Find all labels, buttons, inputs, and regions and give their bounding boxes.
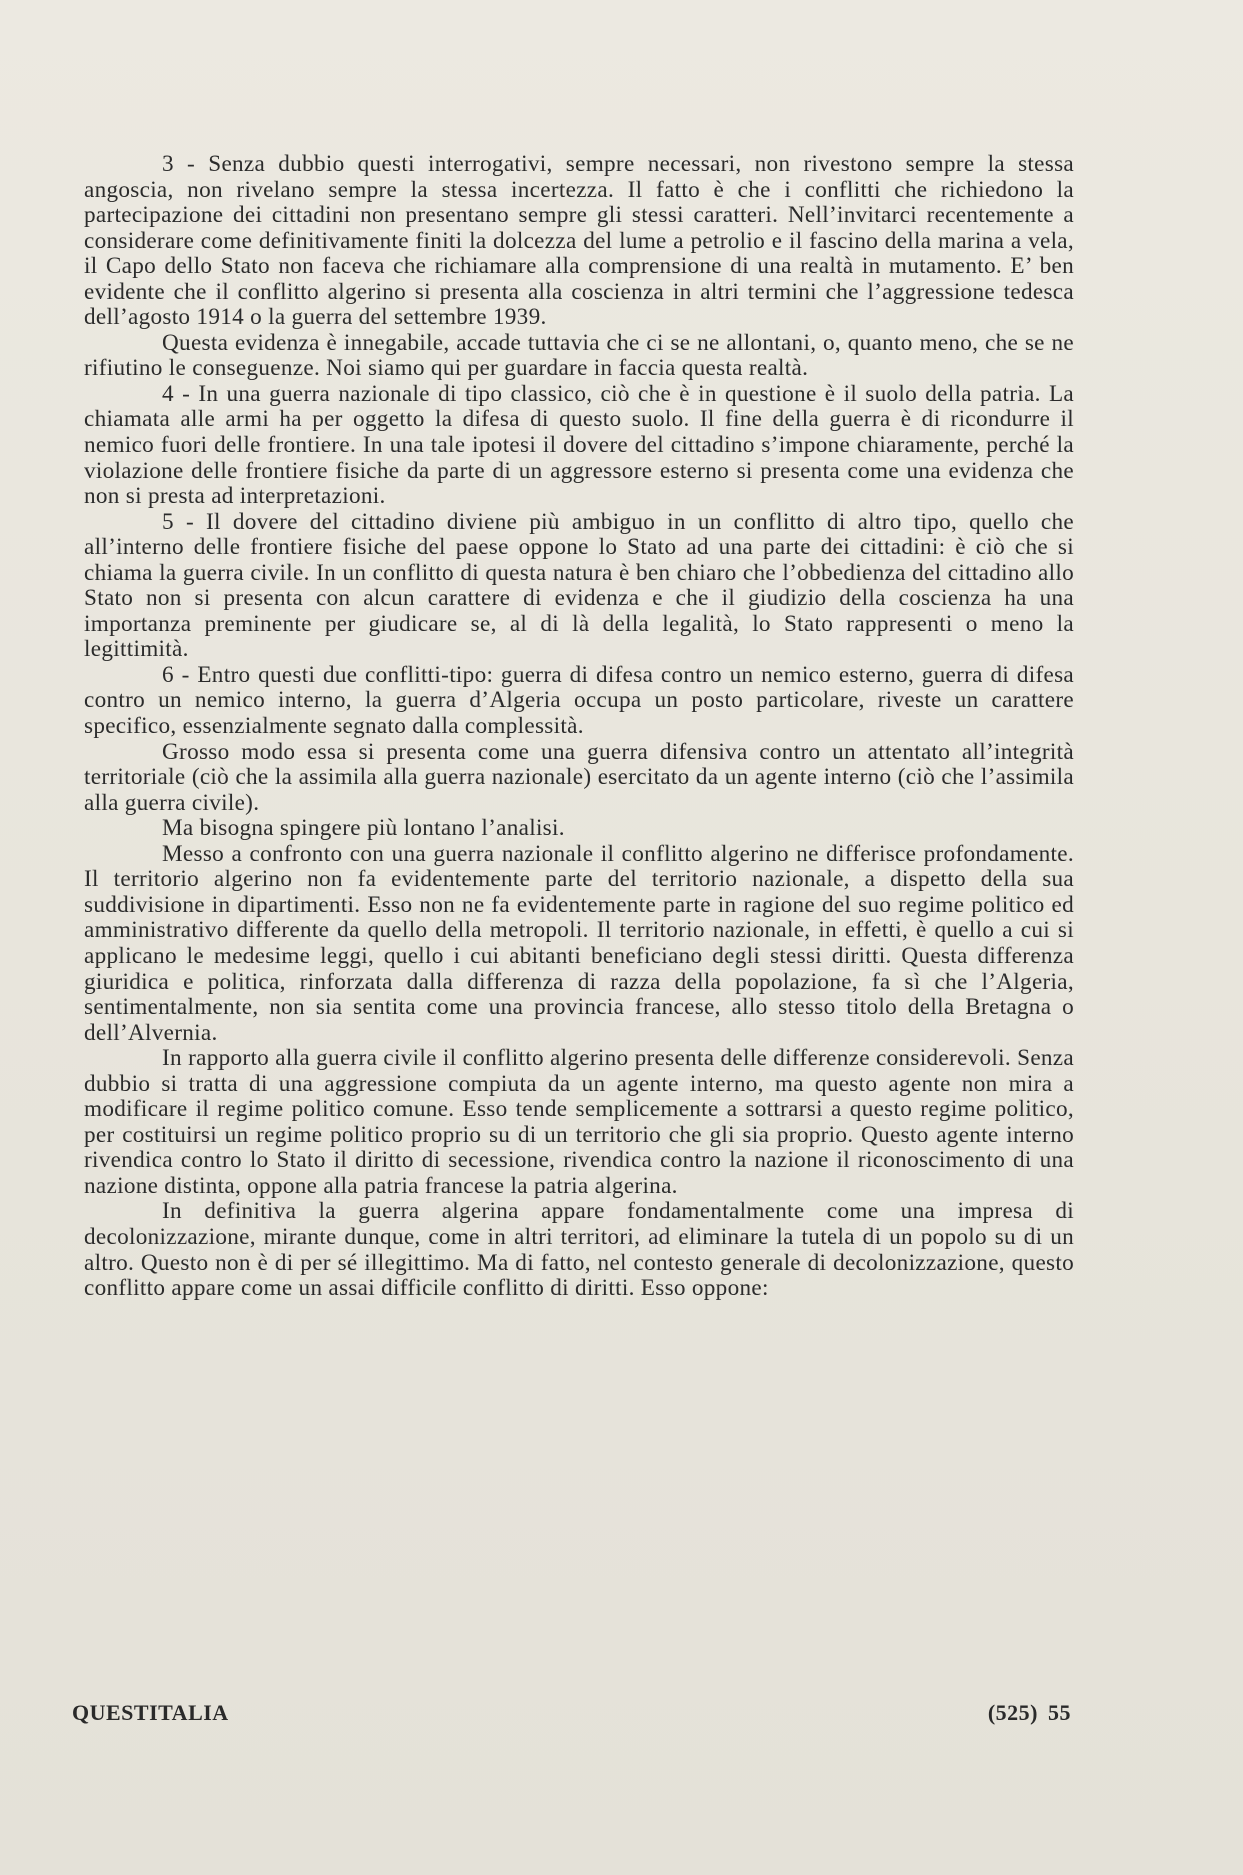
paragraph-section-4: 4 - In una guerra nazionale di tipo classico, ciò che è in questione è il suolo della patria. La chiamata alle armi ha per oggetto la difesa di questo suolo. Il fine della guerra è di ricondurre il nemico fuori delle frontiere. In una tale ipotesi il dovere del cittadino s’impone chiaramente, perché la violazione delle frontiere fisiche da parte di un aggressore esterno si presenta come una evidenza che non si presta ad interpretazioni. <box>84 380 1074 510</box>
journal-title: QUESTITALIA <box>72 1700 229 1725</box>
paragraph-section-6: 6 - Entro questi due conflitti-tipo: guerra di difesa contro un nemico esterno, guerra di difesa contro un nemico interno, la guerra d’Algeria occupa un posto particolare, riveste un carattere specifico, essenzialmente segnato dalla complessità. <box>84 661 1074 740</box>
paragraph-decolonizzazione: In definitiva la guerra algerina appare fondamentalmente come una impresa di decolonizzazione, mirante dunque, come in altri territori, ad eliminare la tutela di un popolo su di un altro. Questo non è di per sé illegittimo. Ma di fatto, nel contesto generale di decolonizzazione, questo conflitto appare come un assai difficile conflitto di diritti. Esso oppone: <box>84 1198 1074 1302</box>
paragraph-evidenza: Questa evidenza è innegabile, accade tuttavia che ci se ne allontani, o, quanto meno, che se ne rifiutino le conseguenze. Noi siamo qui per guardare in faccia questa realtà. <box>84 329 1074 382</box>
paragraph-section-5: 5 - Il dovere del cittadino diviene più ambiguo in un conflitto di altro tipo, quello che all’interno delle frontiere fisiche del paese oppone lo Stato ad una parte dei cittadini: è ciò che si chiama la guerra civile. In un conflitto di questa natura è ben chiaro che l’obbedienza del cittadino allo Stato non si presenta con alcun carattere di evidenza e che il giudizio della coscienza ha una importanza preminente per giudicare se, al di là della legalità, lo Stato rappresenti o meno la legittimità. <box>84 508 1074 663</box>
paragraph-analisi: Ma bisogna spingere più lontano l’analisi. <box>162 815 565 842</box>
paragraph-grosso-modo: Grosso modo essa si presenta come una guerra difensiva contro un attentato all’integrità territoriale (ciò che la assimila alla guerra nazionale) esercitato da un agente interno (ciò che l’assimila alla guerra civile). <box>84 738 1074 816</box>
article-body <box>84 152 1074 1302</box>
page-footer <box>72 1700 1071 1726</box>
original-page-number: (525) <box>987 1700 1038 1725</box>
paragraph-section-3: 3 - Senza dubbio questi interrogativi, sempre necessari, non rivestono sempre la stessa angoscia, non rivelano sempre la stessa incertezza. Il fatto è che i conflitti che richiedono la partecipazione dei cittadini non presentano sempre gli stessi caratteri. Nell’invitarci recentemente a considerare come definitivamente finiti la dolcezza del lume a petrolio e il fascino della marina a vela, il Capo dello Stato non faceva che richiamare alla comprensione di una realtà in mutamento. E’ ben evidente che il conflitto algerino si presenta alla coscienza in altri termini che l’aggressione tedesca dell’agosto 1914 o la guerra del settembre 1939. <box>84 151 1074 331</box>
paragraph-guerra-nazionale: Messo a confronto con una guerra nazionale il conflitto algerino ne differisce profondamente. Il territorio algerino non fa evidentemente parte del territorio nazionale, a dispetto della sua suddivisione in dipartimenti. Esso non ne fa evidentemente parte in ragione del suo regime politico ed amministrativo differente da quello della metropoli. Il territorio nazionale, in effetti, è quello a cui si applicano le medesime leggi, quello i cui abitanti beneficiano degli stessi diritti. Questa differenza giuridica e politica, rinforzata dalla differenza di razza della popolazione, fa sì che l’Algeria, sentimentalmente, non sia sentita come una provincia francese, allo stesso titolo della Bretagna o dell’Alvernia. <box>84 840 1074 1046</box>
paragraph-guerra-civile: In rapporto alla guerra civile il conflitto algerino presenta delle differenze considerevoli. Senza dubbio si tratta di una aggressione compiuta da un agente interno, ma questo agente non mira a modificare il regime politico comune. Esso tende semplicemente a sottrarsi a questo regime politico, per costituirsi un regime politico proprio su di un territorio che gli sia proprio. Questo agente interno rivendica contro lo Stato il diritto di secessione, rivendica contro la nazione il riconoscimento di una nazione distinta, oppone alla patria francese la patria algerina. <box>84 1045 1074 1199</box>
page-number: 55 <box>1048 1700 1071 1725</box>
page-reference <box>988 1700 1071 1726</box>
